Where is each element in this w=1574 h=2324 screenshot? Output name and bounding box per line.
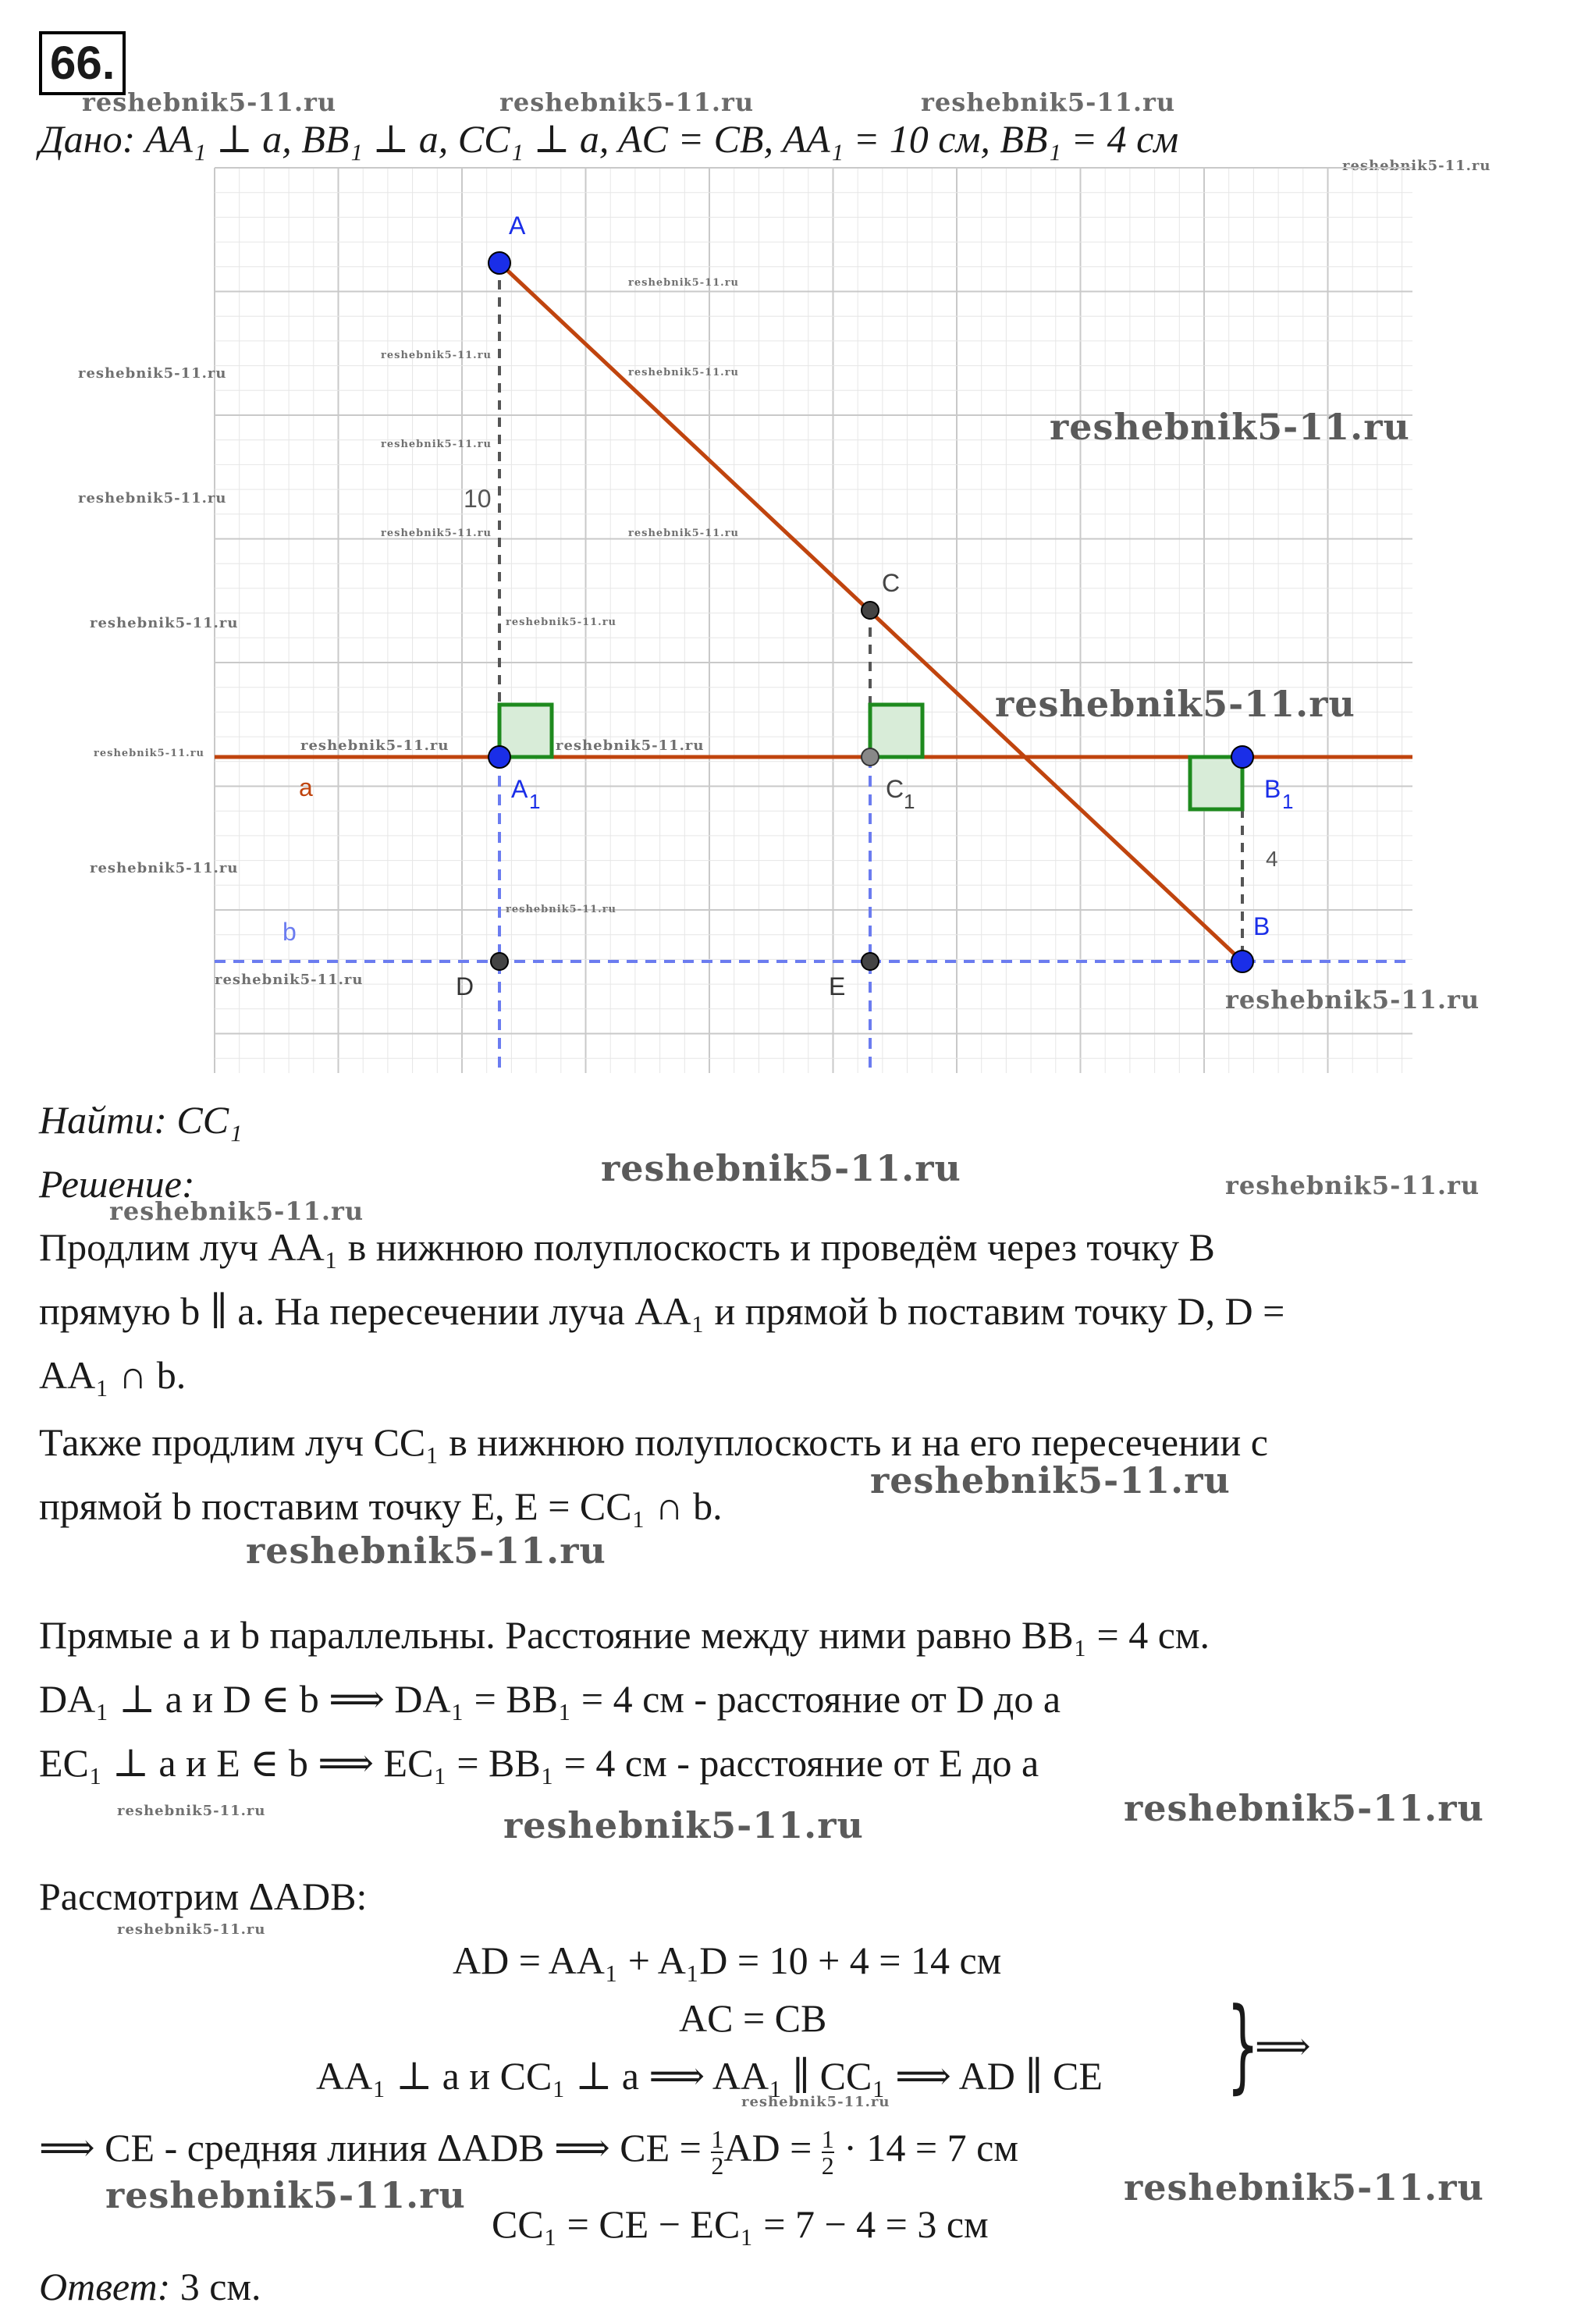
paragraph-line: Продлим луч AA₁ в нижнюю полуплоскость и проведём через точку B bbox=[39, 1225, 1215, 1269]
equation-implies: ⟹ bbox=[1255, 2024, 1311, 2068]
grid bbox=[215, 168, 1412, 1073]
point-a bbox=[489, 252, 510, 274]
label-c1: C bbox=[886, 775, 904, 803]
answer-line bbox=[39, 2263, 261, 2310]
label-c: C bbox=[882, 569, 901, 597]
label-b: B bbox=[1253, 912, 1270, 940]
watermark: reshebnik5-11.ru bbox=[300, 737, 449, 754]
fraction-numerator: 1 bbox=[711, 2124, 724, 2153]
find-text: : CC₁ bbox=[154, 1098, 243, 1142]
label-b1: B bbox=[1264, 775, 1281, 803]
equation-ac-cb: AC = CB bbox=[679, 1996, 827, 2040]
watermark: reshebnik5-11.ru bbox=[82, 87, 337, 117]
watermark: reshebnik5-11.ru bbox=[921, 87, 1176, 117]
watermark: reshebnik5-11.ru bbox=[506, 904, 617, 915]
label-e: E bbox=[829, 972, 846, 1000]
watermark: reshebnik5-11.ru bbox=[995, 683, 1355, 725]
fraction-denominator: 2 bbox=[821, 2151, 834, 2180]
watermark: reshebnik5-11.ru bbox=[499, 87, 755, 117]
fraction-denominator: 2 bbox=[711, 2151, 724, 2180]
watermark: reshebnik5-11.ru bbox=[506, 617, 617, 628]
point-a1 bbox=[489, 746, 510, 768]
label-length-4: 4 bbox=[1266, 847, 1278, 871]
equation-parallel: AA₁ ⊥ a и CC₁ ⊥ a ⟹ AA₁ ∥ CC₁ ⟹ AD ∥ CE bbox=[316, 2054, 1103, 2098]
watermark: reshebnik5-11.ru bbox=[1050, 406, 1410, 448]
given-label: Дано bbox=[39, 117, 123, 161]
label-d: D bbox=[456, 972, 474, 1000]
watermark: reshebnik5-11.ru bbox=[246, 1530, 606, 1572]
watermark: reshebnik5-11.ru bbox=[90, 860, 239, 876]
equation-ad: AD = AA₁ + A₁D = 10 + 4 = 14 см bbox=[453, 1938, 1002, 1982]
watermark: reshebnik5-11.ru bbox=[117, 1921, 266, 1938]
watermark: reshebnik5-11.ru bbox=[628, 277, 740, 289]
watermark: reshebnik5-11.ru bbox=[1342, 158, 1491, 174]
watermark: reshebnik5-11.ru bbox=[1225, 985, 1480, 1015]
fraction-half bbox=[711, 2124, 724, 2180]
point-c bbox=[862, 602, 879, 619]
watermark: reshebnik5-11.ru bbox=[741, 2094, 890, 2110]
watermark: reshebnik5-11.ru bbox=[628, 367, 740, 378]
label-line-b: b bbox=[282, 918, 297, 946]
paragraph-line: Также продлим луч CC₁ в нижнюю полуплоскость и на его пересечении с bbox=[39, 1420, 1268, 1464]
equation-cc1: CC₁ = CE − EC₁ = 7 − 4 = 3 см bbox=[492, 2202, 989, 2246]
point-b1 bbox=[1231, 746, 1253, 768]
paragraph-line: прямую b ∥ a. На пересечении луча AA₁ и прямой b поставим точку D, D = bbox=[39, 1289, 1285, 1333]
find-line bbox=[39, 1096, 242, 1143]
point-d bbox=[491, 953, 508, 970]
equation-ce-suffix: · 14 = 7 см bbox=[844, 2126, 1018, 2169]
paragraph-line: DA₁ ⊥ a и D ∈ b ⟹ DA₁ = BB₁ = 4 см - расстояние от D до a bbox=[39, 1677, 1061, 1721]
watermark: reshebnik5-11.ru bbox=[381, 350, 492, 361]
point-e bbox=[862, 953, 879, 970]
watermark: reshebnik5-11.ru bbox=[503, 1804, 864, 1846]
watermark: reshebnik5-11.ru bbox=[94, 748, 205, 759]
watermark: reshebnik5-11.ru bbox=[381, 439, 492, 450]
watermark: reshebnik5-11.ru bbox=[90, 615, 239, 631]
watermark: reshebnik5-11.ru bbox=[601, 1147, 961, 1189]
watermark: reshebnik5-11.ru bbox=[78, 365, 227, 382]
paragraph-line: Прямые a и b параллельны. Расстояние между ними равно BB₁ = 4 см. bbox=[39, 1613, 1210, 1657]
watermark: reshebnik5-11.ru bbox=[109, 1196, 364, 1226]
watermark: reshebnik5-11.ru bbox=[1124, 2166, 1484, 2209]
label-length-10: 10 bbox=[464, 485, 492, 513]
fraction-numerator: 1 bbox=[821, 2124, 834, 2153]
given-text: : AA₁ ⊥ a, BB₁ ⊥ a, CC₁ ⊥ a, AC = CB, AA₁ = 10 см, BB₁ = 4 см bbox=[122, 117, 1179, 161]
watermark: reshebnik5-11.ru bbox=[628, 528, 740, 539]
watermark: reshebnik5-11.ru bbox=[870, 1459, 1231, 1501]
solution-label: Решение: bbox=[39, 1162, 195, 1206]
label-a: A bbox=[509, 211, 526, 240]
find-label: Найти bbox=[39, 1098, 155, 1142]
label-line-a: a bbox=[299, 773, 313, 801]
paragraph-line: EC₁ ⊥ a и E ∈ b ⟹ EC₁ = BB₁ = 4 см - расстояние от E до a bbox=[39, 1741, 1039, 1785]
problem-number: 66. bbox=[39, 31, 126, 95]
label-a1: A bbox=[511, 775, 528, 803]
label-b1-sub: 1 bbox=[1282, 790, 1294, 813]
answer-label: Ответ: bbox=[39, 2265, 171, 2308]
point-c1 bbox=[862, 748, 879, 766]
fraction-half bbox=[821, 2124, 834, 2180]
watermark: reshebnik5-11.ru bbox=[1225, 1171, 1480, 1200]
paragraph-line: AA₁ ∩ b. bbox=[39, 1353, 187, 1397]
paragraph-line: прямой b поставим точку E, E = CC₁ ∩ b. bbox=[39, 1484, 723, 1528]
label-c1-sub: 1 bbox=[904, 790, 915, 813]
equation-ce-mid: AD = bbox=[723, 2126, 812, 2169]
watermark: reshebnik5-11.ru bbox=[556, 737, 705, 754]
geometry-figure bbox=[0, 0, 1574, 1093]
watermark: reshebnik5-11.ru bbox=[105, 2174, 466, 2216]
paragraph-line: Рассмотрим ΔADB: bbox=[39, 1874, 368, 1918]
equation-ce bbox=[39, 2124, 1018, 2178]
label-a1-sub: 1 bbox=[529, 790, 541, 813]
watermark: reshebnik5-11.ru bbox=[1124, 1787, 1484, 1829]
right-brace: } bbox=[1227, 1985, 1260, 2104]
watermark: reshebnik5-11.ru bbox=[381, 528, 492, 539]
watermark: reshebnik5-11.ru bbox=[78, 490, 227, 506]
watermark: reshebnik5-11.ru bbox=[117, 1803, 266, 1819]
equation-ce-prefix: ⟹ CE - средняя линия ΔADB ⟹ CE = bbox=[39, 2126, 702, 2169]
point-b bbox=[1231, 951, 1253, 972]
watermark: reshebnik5-11.ru bbox=[215, 972, 364, 988]
right-angle-c1 bbox=[870, 705, 922, 757]
answer-text: 3 см. bbox=[179, 2265, 261, 2308]
